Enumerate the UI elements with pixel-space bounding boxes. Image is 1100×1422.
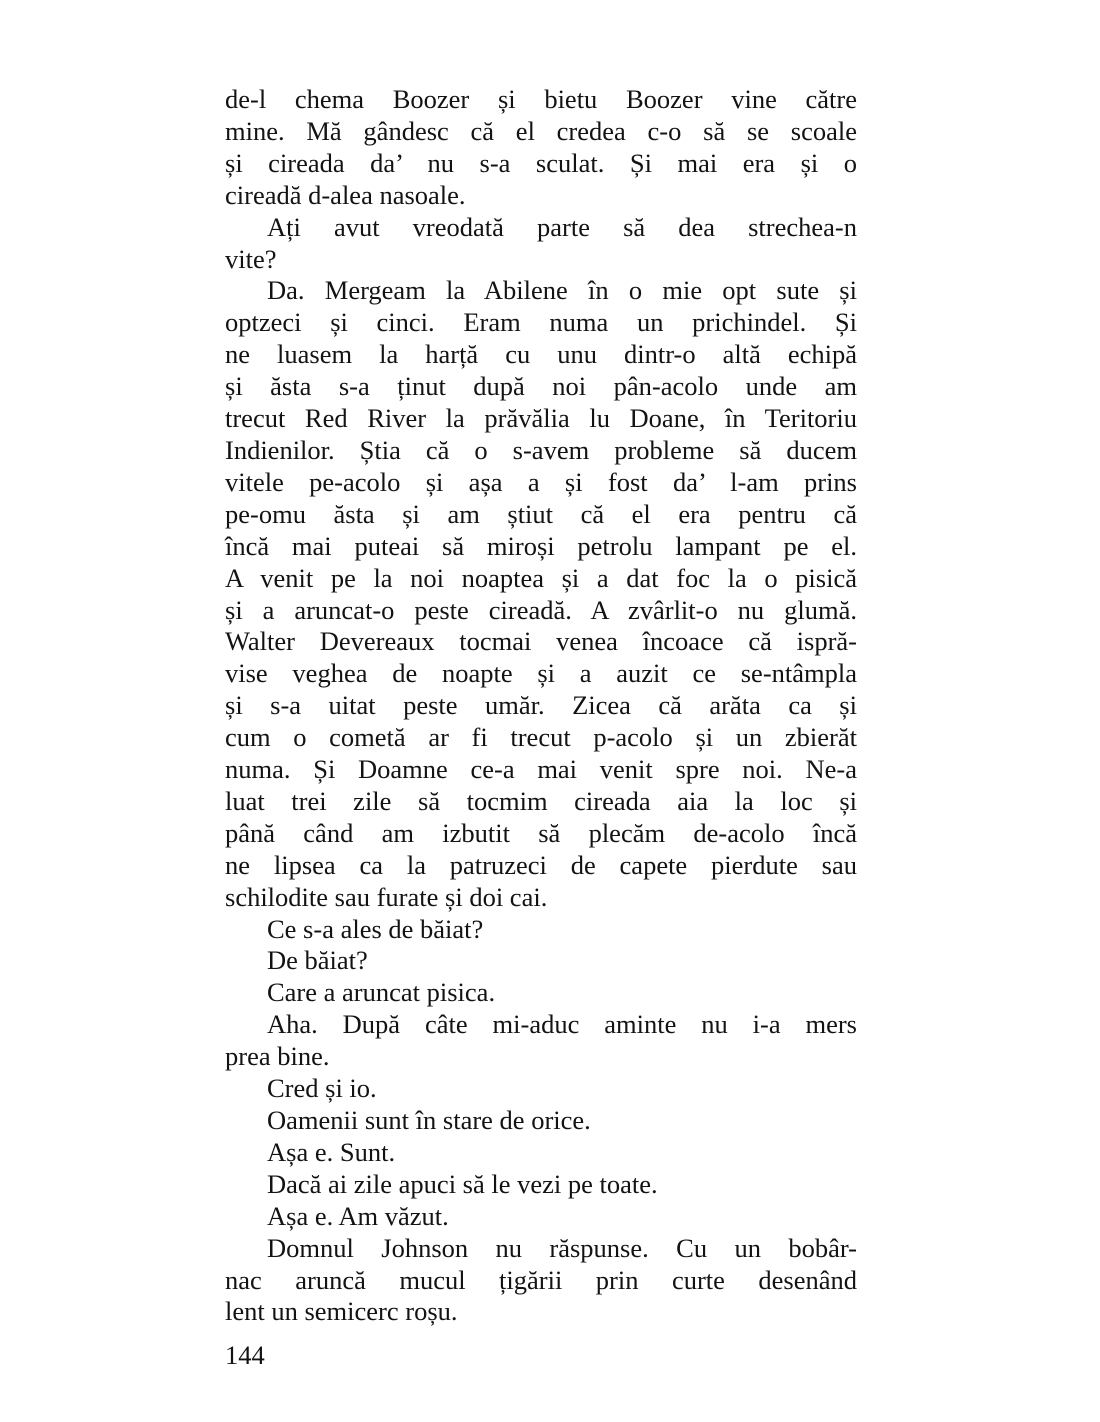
text-line: nac aruncă mucul țigării prin curte desenând [225,1264,857,1295]
text-line: cireadă d-alea nasoale. [225,179,466,210]
text-line: Walter Devereaux tocmai venea încoace că ispră- [225,626,857,657]
text-line: și s-a uitat peste umăr. Zicea că arăta ca și [225,690,857,721]
text-line: Oamenii sunt în stare de orice. [267,1105,591,1135]
text-line: De băiat? [267,945,368,976]
text-line: mine. Mă gândesc că el credea c-o să se scoale [225,115,857,146]
page-number: 144 [225,1340,265,1370]
text-line: până când am izbutit să plecăm de-acolo încă [225,817,857,848]
text-line: optzeci și cinci. Eram numa un prichindel. Și [225,307,857,338]
text-line: Aha. După câte mi-aduc aminte nu i-a mers [267,1009,857,1040]
text-line: Care a aruncat pisica. [267,977,496,1008]
text-line: cum o cometă ar fi trecut p-acolo și un zbierăt [225,722,857,753]
text-line: și a aruncat-o peste cireadă. A zvârlit-o nu glumă. [225,594,857,625]
text-line: prea bine. [225,1041,330,1072]
text-line: Așa e. Sunt. [267,1136,396,1167]
text-line: Așa e. Am văzut. [267,1200,449,1231]
text-line: A venit pe la noi noaptea și a dat foc la o pisică [225,562,857,593]
text-line: schilodite sau furate și doi cai. [225,881,548,912]
text-line: ne luasem la harță cu unu dintr-o altă echipă [225,339,857,370]
text-line: încă mai puteai să miroși petrolu lampant pe el. [225,530,857,561]
text-line: Ce s-a ales de băiat? [267,913,484,944]
text-line: Domnul Johnson nu răspunse. Cu un bobâr- [267,1232,857,1263]
text-line: trecut Red River la prăvălia lu Doane, în Teritoriu [225,403,857,434]
text-line: pe-omu ăsta și am știut că el era pentru că [225,498,857,529]
text-line: Indienilor. Știa că o s-avem probleme să ducem [225,434,857,465]
text-line: vite? [225,243,277,274]
text-line: Ați avut vreodată parte să dea strechea-n [267,211,857,242]
text-line: numa. Și Doamne ce-a mai venit spre noi. Ne-a [225,754,857,785]
text-line: Dacă ai zile apuci să le vezi pe toate. [267,1168,658,1199]
page-text [225,84,857,1328]
text-line: ne lipsea ca la patruzeci de capete pierdute sau [225,849,857,880]
text-line: Da. Mergeam la Abilene în o mie opt sute și [267,275,857,306]
text-line: și ăsta s-a ținut după noi pân-acolo unde am [225,371,857,402]
text-line: Cred și io. [267,1073,377,1104]
text-line: vise veghea de noapte și a auzit ce se-ntâmpla [225,658,857,689]
text-line: vitele pe-acolo și așa a și fost da’ l-am prins [225,466,857,497]
text-line: lent un semicerc roșu. [225,1296,458,1327]
text-line: și cireada da’ nu s-a sculat. Și mai era și o [225,147,857,178]
text-line: de-l chema Boozer și bietu Boozer vine către [225,84,857,114]
text-line: luat trei zile să tocmim cireada aia la loc și [225,785,857,816]
